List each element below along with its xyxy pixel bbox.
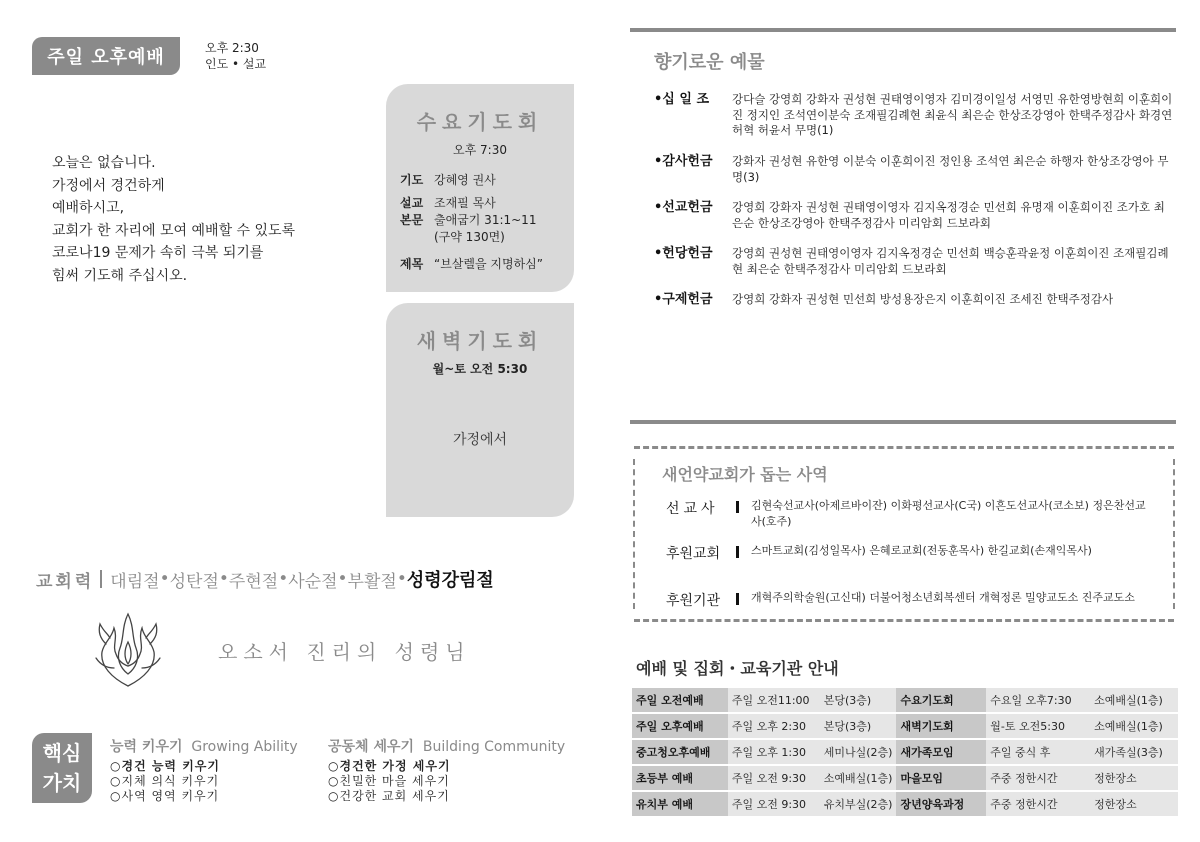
notice-line: 가정에서 경건하게 [52,177,165,194]
current-season: 성령강림절 [406,570,494,591]
notice-line: 오늘은 없습니다. [52,155,156,171]
detail-key: 기도 [400,173,424,187]
table-cell-name: 유치부 예배 [632,792,728,816]
holy-spirit-flame-icon [92,608,164,690]
core-item: ○건강한 교회 세우기 [328,789,450,803]
table-row [632,766,1178,790]
mission-row [666,498,1151,530]
offering-row [654,154,1174,185]
table-cell-name: 초등부 예배 [632,766,728,790]
no-service-notice [52,152,295,288]
table-cell: 정한장소 [1090,766,1178,790]
offering-row [654,292,1174,308]
table-row [632,688,1178,712]
notice-line: 교회가 한 자리에 모여 예배할 수 있도록 [52,222,296,239]
detail-value: 출애굽기 31:1~11 [434,213,537,227]
detail-value: 조재필 목사 [434,196,496,210]
dawn-prayer-title: 새벽기도회 [416,329,544,353]
table-cell-name: 수요기도회 [896,688,986,712]
table-cell: 주일 오전11:00 [728,688,820,712]
core-label-top: 핵심 [42,741,82,765]
mission-list: 개혁주의학술원(고신대) 더불어청소년회복센터 개혁정론 밀양교도소 진주교도소 [751,591,1135,604]
offering-names: 강다슬 강영희 강화자 권성현 권태영이영자 김미경이일성 서영민 유한영방현희 이훈희이진 정지인 조석연이분숙 조재필김례현 최윤식 최은순 한상조강영아 한택주정감사 화경연 허혁 허윤서 무명(1) [732,92,1173,137]
mission-row [666,590,1151,610]
detail-row [400,195,574,212]
table-cell: 주중 정한시간 [986,766,1090,790]
core-heading-ko: 능력 키우기 [110,739,183,755]
section-divider [630,420,1176,424]
mission-category: 후원교회 [666,546,721,562]
table-cell: 소예배실(1층) [1090,688,1178,712]
core-item: ○경건한 가정 세우기 [328,759,451,773]
season-item: 부활절 [347,571,397,592]
season-item: 주현절 [228,571,279,592]
core-item: ○경건 능력 키우기 [110,759,220,773]
table-cell: 주일 오후 1:30 [728,740,820,764]
detail-row [400,172,574,189]
sermon-title: “브살렐을 지명하심” [434,257,543,271]
detail-key [400,229,434,246]
mission-list: 스마트교회(김성일목사) 은혜로교회(전동훈목사) 한길교회(손재익목사) [751,544,1092,557]
table-cell-name: 새벽기도회 [896,714,986,738]
mission-list: 김현숙선교사(아제르바이잔) 이화평선교사(C국) 이흔도선교사(코소보) 정은찬선교사(호주) [751,499,1146,528]
table-cell: 소예배실(1층) [1090,714,1178,738]
core-item: ○사역 영역 키우기 [110,789,220,803]
core-values-ability [110,740,298,804]
table-cell: 월-토 오전5:30 [986,714,1090,738]
offering-row [654,246,1174,277]
notice-line: 힘써 기도해 주십시오. [52,267,188,284]
core-col-heading [110,740,298,755]
core-values-community [328,740,565,804]
detail-value: (구약 130면) [434,230,505,244]
offering-row [654,92,1174,139]
guide-title: 예배 및 집회・교육기관 안내 [636,659,839,678]
season-subtitle: 오소서 진리의 성령님 [218,640,471,664]
offering-type: •선교헌금 [654,200,713,215]
offerings-title: 향기로운 예물 [654,52,765,73]
detail-row [400,212,574,229]
wednesday-prayer-details [400,172,574,273]
mission-category: 후원기관 [666,593,721,609]
table-cell-name: 중고청오후예배 [632,740,728,764]
table-row [632,714,1178,738]
sunday-afternoon-title: 주일 오후예배 [32,37,180,75]
season-item: 대림절 [110,571,160,592]
core-heading-en: Building Community [422,739,566,755]
offering-type: •감사헌금 [654,154,713,169]
offering-names: 강영희 강화자 권성현 권태영이영자 김지옥정경순 민선희 유명재 이훈희이진 조가호 최은순 한상조강영아 한택주정감사 미리암회 드보라회 [732,200,1165,230]
offering-names: 강영희 강화자 권성현 민선희 방성용장은지 이훈희이진 조세진 한택주정감사 [732,292,1114,306]
core-col-heading [328,740,565,755]
table-cell: 소예배실(1층) [820,766,897,790]
church-calendar: 교회력 대림절 • 성탄절 • 주현절 • 사순절 • 부활절 • 성령강림절 [36,566,494,592]
detail-row [400,229,574,246]
detail-key: 본문 [400,213,424,227]
table-cell: 본당(3층) [820,688,897,712]
table-cell-name: 장년양육과정 [896,792,986,816]
sunday-afternoon-meta [205,40,266,72]
divider [736,593,739,605]
table-cell: 주일 오후 2:30 [728,714,820,738]
table-row [632,740,1178,764]
wednesday-prayer-box [386,84,574,292]
table-cell: 세미나실(2층) [820,740,897,764]
sermon-title-key: 제목 [400,257,424,271]
table-cell: 주일 중식 후 [986,740,1090,764]
divider [100,570,102,588]
table-row [632,792,1178,816]
core-item: ○친밀한 마을 세우기 [328,774,450,788]
table-cell: 새가족실(3층) [1090,740,1178,764]
dawn-prayer-box [386,303,574,517]
table-cell: 주중 정한시간 [986,792,1090,816]
offering-names: 강영희 권성현 권태영이영자 김지옥정경순 민선희 백승훈곽윤정 이훈희이진 조재필김례현 최은순 한택주정감사 미리암회 드보라회 [732,246,1169,276]
season-item: 사순절 [288,571,338,592]
sunday-afternoon-time: 오후 2:30 [205,41,259,55]
season-item: 성탄절 [169,571,219,592]
missions-title: 새언약교회가 돕는 사역 [662,465,828,484]
offering-type: •구제헌금 [654,292,713,307]
notice-line: 예배하시고, [52,200,125,217]
offering-row [654,200,1174,231]
wednesday-prayer-time: 오후 7:30 [453,143,507,157]
sermon-title-row [400,256,574,273]
offering-names: 강화자 권성현 유한영 이분숙 이훈희이진 정인용 조석연 최은순 하행자 한상조강영아 무명(3) [732,154,1169,184]
table-cell: 정한장소 [1090,792,1178,816]
core-item: ○지체 의식 키우기 [110,774,220,788]
offering-type: •헌당헌금 [654,246,713,261]
table-cell-name: 주일 오전예배 [632,688,728,712]
core-label-bottom: 가치 [42,771,82,795]
table-cell-name: 마을모임 [896,766,986,790]
core-heading-ko: 공동체 세우기 [328,739,415,755]
offering-type: •십 일 조 [654,92,710,107]
divider [736,546,739,558]
mission-row [666,543,1151,563]
notice-line: 코로나19 문제가 속히 극복 되기를 [52,245,264,262]
detail-value: 강혜영 권사 [434,173,496,187]
table-cell-name: 새가족모임 [896,740,986,764]
table-cell: 유치부실(2층) [820,792,897,816]
core-values-label [32,733,92,803]
table-cell: 본당(3층) [820,714,897,738]
church-calendar-label: 교회력 [36,571,95,592]
detail-key: 설교 [400,196,424,210]
table-cell-name: 주일 오후예배 [632,714,728,738]
table-cell: 수요일 오후7:30 [986,688,1090,712]
mission-category: 선교사 [666,501,719,517]
schedule-table [632,686,1178,818]
divider [736,501,739,513]
dawn-prayer-time: 월~토 오전 5:30 [432,362,528,376]
table-cell: 주일 오전 9:30 [728,766,820,790]
core-heading-en: Growing Ability [191,739,298,755]
dawn-prayer-note: 가정에서 [452,432,508,448]
sunday-afternoon-leader: 인도 • 설교 [205,57,267,71]
section-divider [630,28,1176,32]
table-cell: 주일 오전 9:30 [728,792,820,816]
wednesday-prayer-title: 수요기도회 [416,110,544,134]
